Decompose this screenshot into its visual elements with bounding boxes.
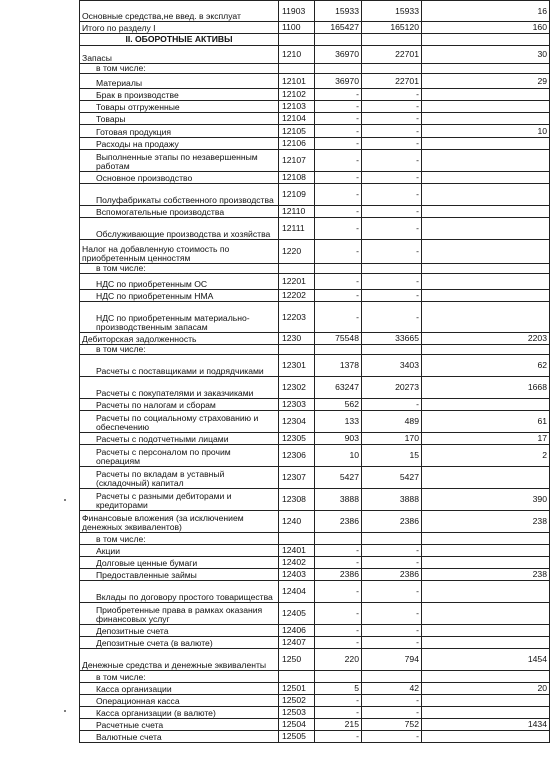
row-code: 12102 [279, 89, 315, 101]
row-label: Расчеты с разными дебиторами и кредиторами [80, 489, 279, 511]
table-row [80, 355, 550, 377]
value-col-1: 63247 [315, 377, 362, 399]
row-label: Вклады по договору простого товарищества [80, 581, 279, 603]
table-row [80, 511, 550, 533]
value-col-1: - [315, 113, 362, 125]
value-col-1: 1378 [315, 355, 362, 377]
row-label: в том числе: [80, 64, 279, 74]
row-label: Приобретенные права в рамках оказания финансовых услуг [80, 603, 279, 625]
value-col-1: 36970 [315, 46, 362, 64]
table-row [80, 218, 550, 240]
table-row [80, 603, 550, 625]
value-col-3 [422, 290, 550, 302]
value-col-3 [422, 240, 550, 264]
table-row [80, 125, 550, 138]
value-col-3: 160 [422, 22, 550, 34]
row-code: 1250 [279, 649, 315, 671]
table-row [80, 649, 550, 671]
table-row [80, 433, 550, 445]
row-label: Материалы [80, 74, 279, 89]
value-col-3: 2 [422, 445, 550, 467]
value-col-2: 3888 [362, 489, 422, 511]
row-label: НДС по приобретенным НМА [80, 290, 279, 302]
value-col-3 [422, 274, 550, 290]
value-col-3: 238 [422, 511, 550, 533]
value-col-3 [422, 302, 550, 333]
value-col-3 [422, 557, 550, 569]
value-col-3 [422, 89, 550, 101]
value-col-2: 3403 [362, 355, 422, 377]
value-col-1: - [315, 695, 362, 707]
value-col-2 [362, 345, 422, 355]
row-code: 12401 [279, 545, 315, 557]
row-code: 1220 [279, 240, 315, 264]
value-col-3 [422, 172, 550, 184]
table-row [80, 206, 550, 218]
table-row [80, 22, 550, 34]
value-col-3 [422, 695, 550, 707]
value-col-1: - [315, 545, 362, 557]
row-code: 12306 [279, 445, 315, 467]
value-col-2: - [362, 138, 422, 150]
value-col-1: 5427 [315, 467, 362, 489]
table-row [80, 399, 550, 411]
value-col-2: - [362, 707, 422, 719]
row-code: 12202 [279, 290, 315, 302]
value-col-3 [422, 731, 550, 743]
table-row [80, 533, 550, 545]
value-col-2: - [362, 695, 422, 707]
value-col-2: 752 [362, 719, 422, 731]
row-code [279, 34, 315, 46]
value-col-2: 33665 [362, 333, 422, 345]
row-code: 12501 [279, 683, 315, 695]
value-col-2 [362, 533, 422, 545]
table-row [80, 264, 550, 274]
value-col-2: - [362, 731, 422, 743]
value-col-2: 170 [362, 433, 422, 445]
value-col-2 [362, 671, 422, 683]
row-code: 12302 [279, 377, 315, 399]
value-col-3 [422, 467, 550, 489]
value-col-1: - [315, 125, 362, 138]
value-col-3 [422, 138, 550, 150]
value-col-2: 15 [362, 445, 422, 467]
row-label: НДС по приобретенным ОС [80, 274, 279, 290]
balance-sheet-page [79, 0, 547, 780]
value-col-1: - [315, 637, 362, 649]
value-col-3: 1434 [422, 719, 550, 731]
row-code: 12305 [279, 433, 315, 445]
table-row [80, 683, 550, 695]
value-col-1: 220 [315, 649, 362, 671]
table-row [80, 345, 550, 355]
row-code: 12109 [279, 184, 315, 206]
row-code: 12308 [279, 489, 315, 511]
value-col-3: 10 [422, 125, 550, 138]
row-label: Основное производство [80, 172, 279, 184]
value-col-3: 62 [422, 355, 550, 377]
row-label: Расчеты по налогам и сборам [80, 399, 279, 411]
table-row [80, 625, 550, 637]
row-code: 12504 [279, 719, 315, 731]
row-label: Выполненные этапы по незавершенным работам [80, 150, 279, 172]
table-row [80, 467, 550, 489]
value-col-2: - [362, 240, 422, 264]
value-col-1: - [315, 101, 362, 113]
row-code: 12106 [279, 138, 315, 150]
value-col-1: 903 [315, 433, 362, 445]
value-col-2 [362, 64, 422, 74]
value-col-3: 390 [422, 489, 550, 511]
value-col-1: - [315, 172, 362, 184]
row-code: 12406 [279, 625, 315, 637]
row-label: Расчетные счета [80, 719, 279, 731]
value-col-3 [422, 603, 550, 625]
value-col-3: 17 [422, 433, 550, 445]
table-row [80, 557, 550, 569]
value-col-1: - [315, 707, 362, 719]
value-col-1: 2386 [315, 569, 362, 581]
value-col-1: - [315, 603, 362, 625]
value-col-2: 22701 [362, 74, 422, 89]
row-code: 12402 [279, 557, 315, 569]
value-col-2: - [362, 625, 422, 637]
value-col-3 [422, 533, 550, 545]
value-col-3: 1668 [422, 377, 550, 399]
value-col-1: - [315, 625, 362, 637]
value-col-1 [315, 64, 362, 74]
row-label: Валютные счета [80, 731, 279, 743]
table-row [80, 637, 550, 649]
value-col-1: - [315, 274, 362, 290]
value-col-1: 10 [315, 445, 362, 467]
row-code: 12111 [279, 218, 315, 240]
row-label: Расчеты по вкладам в уставный (складочный) капитал [80, 467, 279, 489]
row-label: в том числе: [80, 533, 279, 545]
table-row [80, 113, 550, 125]
value-col-2: 5427 [362, 467, 422, 489]
table-row [80, 46, 550, 64]
value-col-1: 15933 [315, 1, 362, 22]
row-label: Расчеты с подотчетными лицами [80, 433, 279, 445]
row-label: Долговые ценные бумаги [80, 557, 279, 569]
value-col-2: - [362, 172, 422, 184]
scan-speck [64, 710, 66, 712]
value-col-3 [422, 150, 550, 172]
value-col-3 [422, 64, 550, 74]
row-code: 1210 [279, 46, 315, 64]
row-code: 12103 [279, 101, 315, 113]
row-code: 12104 [279, 113, 315, 125]
value-col-2: - [362, 637, 422, 649]
row-code [279, 264, 315, 274]
table-row [80, 64, 550, 74]
table-row [80, 34, 550, 46]
row-code: 1230 [279, 333, 315, 345]
row-label: Налог на добавленную стоимость по приобретенным ценностям [80, 240, 279, 264]
value-col-3 [422, 34, 550, 46]
table-row [80, 184, 550, 206]
row-code: 1100 [279, 22, 315, 34]
table-row [80, 719, 550, 731]
value-col-2: - [362, 302, 422, 333]
value-col-3 [422, 581, 550, 603]
row-label: Брак в производстве [80, 89, 279, 101]
value-col-2: 794 [362, 649, 422, 671]
value-col-3 [422, 545, 550, 557]
value-col-3 [422, 113, 550, 125]
table-row [80, 707, 550, 719]
table-row [80, 1, 550, 22]
value-col-2: - [362, 125, 422, 138]
value-col-2: 165120 [362, 22, 422, 34]
table-row [80, 695, 550, 707]
balance-sheet-table [79, 0, 550, 743]
value-col-1: - [315, 240, 362, 264]
value-col-3 [422, 637, 550, 649]
table-row [80, 377, 550, 399]
row-label: в том числе: [80, 345, 279, 355]
table-row [80, 274, 550, 290]
value-col-1: - [315, 206, 362, 218]
value-col-1: - [315, 150, 362, 172]
row-code: 12503 [279, 707, 315, 719]
table-row [80, 411, 550, 433]
row-label: Акции [80, 545, 279, 557]
row-code [279, 345, 315, 355]
row-label: Финансовые вложения (за исключением денежных эквивалентов) [80, 511, 279, 533]
value-col-3 [422, 345, 550, 355]
row-code: 12407 [279, 637, 315, 649]
table-row [80, 138, 550, 150]
value-col-1: - [315, 184, 362, 206]
row-code: 12105 [279, 125, 315, 138]
row-code: 12301 [279, 355, 315, 377]
row-code [279, 64, 315, 74]
value-col-3 [422, 671, 550, 683]
table-row [80, 74, 550, 89]
value-col-2: - [362, 184, 422, 206]
row-code: 12201 [279, 274, 315, 290]
value-col-2: 22701 [362, 46, 422, 64]
value-col-3: 20 [422, 683, 550, 695]
value-col-3: 238 [422, 569, 550, 581]
value-col-1 [315, 264, 362, 274]
value-col-2: - [362, 101, 422, 113]
row-code: 12107 [279, 150, 315, 172]
value-col-2: - [362, 603, 422, 625]
row-label: Денежные средства и денежные эквиваленты [80, 649, 279, 671]
row-label: НДС по приобретенным материально-производственным запасам [80, 302, 279, 333]
row-label: в том числе: [80, 264, 279, 274]
table-row [80, 545, 550, 557]
value-col-1 [315, 34, 362, 46]
row-code [279, 671, 315, 683]
value-col-2: - [362, 113, 422, 125]
row-code: 12307 [279, 467, 315, 489]
row-code: 12108 [279, 172, 315, 184]
row-code: 11903 [279, 1, 315, 22]
row-label: Расчеты с персоналом по прочим операциям [80, 445, 279, 467]
row-label: в том числе: [80, 671, 279, 683]
value-col-1: 5 [315, 683, 362, 695]
row-code: 1240 [279, 511, 315, 533]
value-col-2: 20273 [362, 377, 422, 399]
table-row [80, 89, 550, 101]
value-col-3: 30 [422, 46, 550, 64]
value-col-2: 2386 [362, 569, 422, 581]
row-code: 12403 [279, 569, 315, 581]
scan-speck [64, 499, 66, 501]
table-row [80, 302, 550, 333]
row-label: Запасы [80, 46, 279, 64]
value-col-1: 165427 [315, 22, 362, 34]
value-col-1: - [315, 138, 362, 150]
value-col-1: 75548 [315, 333, 362, 345]
value-col-1: - [315, 218, 362, 240]
row-code: 12505 [279, 731, 315, 743]
value-col-1 [315, 345, 362, 355]
value-col-2: - [362, 274, 422, 290]
value-col-2: - [362, 89, 422, 101]
row-label: Дебиторская задолженность [80, 333, 279, 345]
table-row [80, 290, 550, 302]
value-col-3 [422, 625, 550, 637]
row-code: 12502 [279, 695, 315, 707]
value-col-1: 3888 [315, 489, 362, 511]
value-col-2: 15933 [362, 1, 422, 22]
row-label: Депозитные счета (в валюте) [80, 637, 279, 649]
table-row [80, 569, 550, 581]
value-col-2 [362, 34, 422, 46]
value-col-2: - [362, 290, 422, 302]
row-label: Расчеты с покупателями и заказчиками [80, 377, 279, 399]
row-label: Итого по разделу I [80, 22, 279, 34]
value-col-1: 215 [315, 719, 362, 731]
row-label: II. ОБОРОТНЫЕ АКТИВЫ [80, 34, 279, 46]
value-col-1: 36970 [315, 74, 362, 89]
value-col-1: - [315, 290, 362, 302]
value-col-3 [422, 184, 550, 206]
table-row [80, 150, 550, 172]
value-col-1: 133 [315, 411, 362, 433]
table-row [80, 240, 550, 264]
table-row [80, 172, 550, 184]
value-col-2: - [362, 399, 422, 411]
table-row [80, 671, 550, 683]
value-col-3 [422, 101, 550, 113]
value-col-3: 61 [422, 411, 550, 433]
table-row [80, 445, 550, 467]
value-col-1 [315, 671, 362, 683]
table-row [80, 489, 550, 511]
value-col-3: 16 [422, 1, 550, 22]
value-col-2: - [362, 218, 422, 240]
value-col-3: 1454 [422, 649, 550, 671]
value-col-2: 2386 [362, 511, 422, 533]
value-col-2 [362, 264, 422, 274]
value-col-1: - [315, 302, 362, 333]
value-col-1: - [315, 731, 362, 743]
row-label: Касса организации (в валюте) [80, 707, 279, 719]
value-col-2: - [362, 545, 422, 557]
row-label: Товары [80, 113, 279, 125]
row-code: 12110 [279, 206, 315, 218]
table-body [80, 1, 550, 743]
value-col-2: - [362, 557, 422, 569]
value-col-3 [422, 399, 550, 411]
row-label: Депозитные счета [80, 625, 279, 637]
row-code [279, 533, 315, 545]
row-label: Расчеты с поставщиками и подрядчиками [80, 355, 279, 377]
value-col-2: 42 [362, 683, 422, 695]
row-label: Операционная касса [80, 695, 279, 707]
value-col-3 [422, 264, 550, 274]
row-code: 12405 [279, 603, 315, 625]
value-col-2: - [362, 206, 422, 218]
row-label: Расчеты по социальному страхованию и обеспечению [80, 411, 279, 433]
row-code: 12303 [279, 399, 315, 411]
value-col-1: - [315, 89, 362, 101]
table-row [80, 581, 550, 603]
row-label: Полуфабрикаты собственного производства [80, 184, 279, 206]
row-code: 12304 [279, 411, 315, 433]
row-code: 12203 [279, 302, 315, 333]
value-col-1: 562 [315, 399, 362, 411]
value-col-3 [422, 218, 550, 240]
value-col-1: - [315, 557, 362, 569]
value-col-1 [315, 533, 362, 545]
row-label: Готовая продукция [80, 125, 279, 138]
row-label: Предоставленные займы [80, 569, 279, 581]
value-col-3 [422, 707, 550, 719]
value-col-2: - [362, 581, 422, 603]
row-label: Расходы на продажу [80, 138, 279, 150]
row-label: Товары отгруженные [80, 101, 279, 113]
value-col-2: - [362, 150, 422, 172]
table-row [80, 101, 550, 113]
row-label: Вспомогательные производства [80, 206, 279, 218]
value-col-1: 2386 [315, 511, 362, 533]
value-col-1: - [315, 581, 362, 603]
table-row [80, 333, 550, 345]
row-label: Касса организации [80, 683, 279, 695]
row-label: Обслуживающие производства и хозяйства [80, 218, 279, 240]
table-row [80, 731, 550, 743]
value-col-3 [422, 206, 550, 218]
value-col-3: 29 [422, 74, 550, 89]
row-code: 12404 [279, 581, 315, 603]
value-col-2: 489 [362, 411, 422, 433]
value-col-3: 2203 [422, 333, 550, 345]
row-code: 12101 [279, 74, 315, 89]
row-label: Основные средства,не введ. в эксплуат [80, 1, 279, 22]
